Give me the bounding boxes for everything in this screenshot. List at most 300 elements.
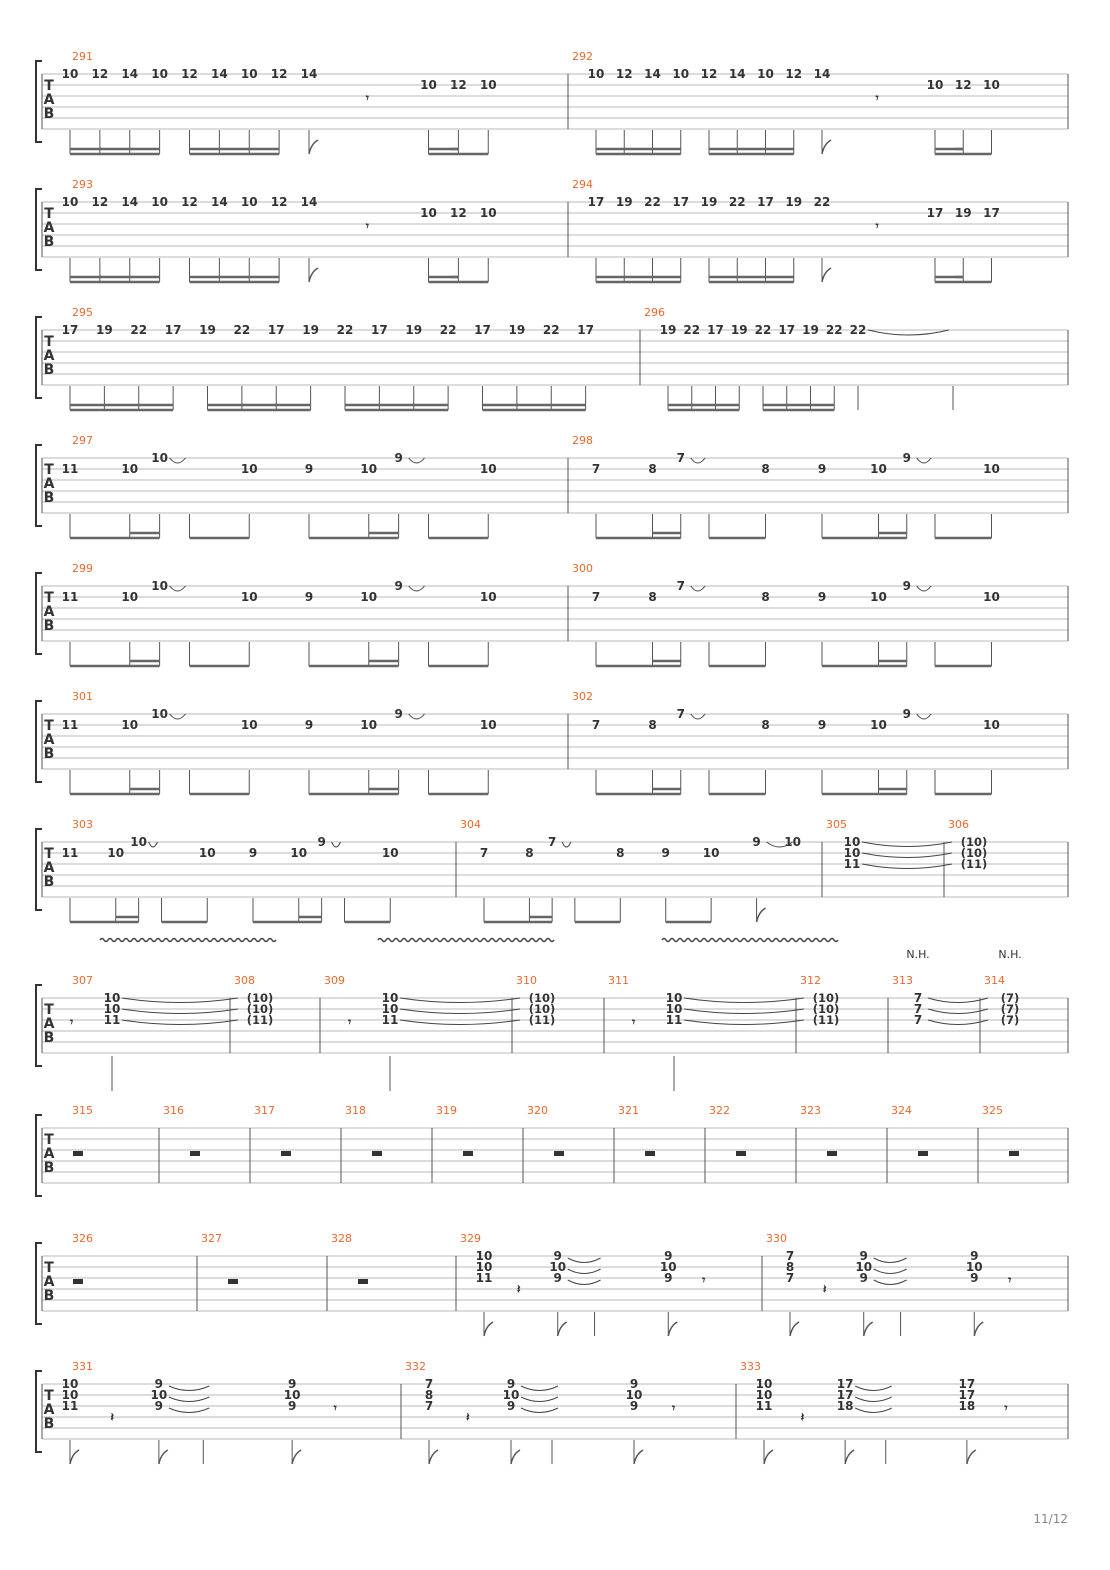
fret-number: 7 xyxy=(479,846,489,860)
system-bracket xyxy=(36,1243,42,1324)
fret-number: 9 xyxy=(859,1271,868,1285)
tab-system xyxy=(36,939,1068,1092)
fret-number: 10 xyxy=(151,67,168,81)
fret-number: 17 xyxy=(61,323,79,337)
fret-number: 14 xyxy=(211,67,228,81)
fret-number: 12 xyxy=(270,67,288,81)
whole-rest xyxy=(1009,1151,1019,1156)
whole-rest xyxy=(228,1279,238,1284)
fret-number: 7 xyxy=(676,451,685,465)
system-bracket xyxy=(36,61,42,142)
fret-number: 8 xyxy=(648,718,657,732)
eighth-rest: 𝄾 xyxy=(70,1015,74,1029)
tie-arc xyxy=(400,1009,520,1014)
fret-number: 10 xyxy=(360,718,378,732)
whole-rest xyxy=(73,1151,83,1156)
fret-number: 17 xyxy=(778,323,796,337)
tab-system xyxy=(36,434,1068,538)
eighth-flag xyxy=(764,1450,773,1464)
fret-number: 7 xyxy=(424,1377,434,1391)
whole-rest xyxy=(463,1151,473,1156)
tie-arc xyxy=(568,1258,601,1263)
system-bracket xyxy=(36,445,42,526)
fret-number: (11) xyxy=(960,857,988,871)
measure-number: 321 xyxy=(618,1104,639,1117)
tie-arc xyxy=(928,1020,988,1025)
tab-system xyxy=(36,50,1068,154)
tab-system xyxy=(36,1360,1068,1464)
fret-number: 10 xyxy=(755,1377,773,1391)
tab-clef-letter: T xyxy=(44,1260,54,1276)
fret-number: 10 xyxy=(983,590,1000,604)
fret-number: 8 xyxy=(616,846,625,860)
system-bracket xyxy=(36,701,42,782)
fret-number: (10) xyxy=(246,991,274,1005)
tab-clef-letter: A xyxy=(43,732,55,748)
measure-number: 318 xyxy=(345,1104,366,1117)
measure-number: 314 xyxy=(984,974,1005,987)
fret-number: 9 xyxy=(664,1271,673,1285)
measure-number: 309 xyxy=(324,974,345,987)
fret-number: 10 xyxy=(479,206,497,220)
fret-number: 10 xyxy=(479,590,497,604)
fret-number: 22 xyxy=(439,323,457,337)
fret-number: 10 xyxy=(665,991,683,1005)
fret-number: 10 xyxy=(870,590,887,604)
fret-number: 10 xyxy=(103,991,121,1005)
fret-number: 14 xyxy=(121,67,139,81)
fret-number: (7) xyxy=(1000,991,1020,1005)
measure-number: 328 xyxy=(331,1232,352,1245)
fret-number: 14 xyxy=(644,67,661,81)
tab-clef-letter: T xyxy=(44,1002,54,1018)
fret-number: 22 xyxy=(728,195,746,209)
fret-number: 12 xyxy=(450,206,467,220)
eighth-flag xyxy=(790,1322,799,1336)
measure-number: 297 xyxy=(72,434,93,447)
fret-number: 7 xyxy=(913,991,923,1005)
tie-arc xyxy=(400,998,520,1003)
fret-number: 8 xyxy=(785,1260,795,1274)
fret-number: 17 xyxy=(958,1388,976,1402)
fret-number: 14 xyxy=(300,195,318,209)
measure-number: 312 xyxy=(800,974,821,987)
eighth-flag xyxy=(292,1450,301,1464)
fret-number: (10) xyxy=(528,1002,556,1016)
fret-number: 9 xyxy=(817,462,827,476)
tie-arc xyxy=(169,1386,209,1391)
fret-number: 12 xyxy=(91,67,109,81)
measure-number: 329 xyxy=(460,1232,481,1245)
fret-number: 12 xyxy=(700,67,718,81)
fret-number: (10) xyxy=(960,835,988,849)
tab-clef-letter: T xyxy=(44,1388,54,1404)
tab-clef-letter: B xyxy=(43,362,55,378)
eighth-rest: 𝄾 xyxy=(365,91,369,105)
fret-number: 19 xyxy=(954,206,972,220)
fret-number: 8 xyxy=(761,718,770,732)
fret-number: 9 xyxy=(629,1399,639,1413)
fret-number: 22 xyxy=(233,323,251,337)
system-bracket xyxy=(36,1115,42,1196)
fret-number: 19 xyxy=(199,323,216,337)
fret-number: 9 xyxy=(553,1249,562,1263)
tab-clef-letter: A xyxy=(43,92,55,108)
measure-number: 293 xyxy=(72,178,93,191)
whole-rest xyxy=(73,1279,83,1284)
fret-number: 9 xyxy=(859,1249,868,1263)
fret-number: 10 xyxy=(121,462,139,476)
fret-number: 10 xyxy=(121,590,139,604)
eighth-flag xyxy=(845,1450,854,1464)
fret-number: (11) xyxy=(246,1013,274,1027)
fret-number: 19 xyxy=(802,323,819,337)
tab-clef-letter: B xyxy=(43,874,55,890)
fret-number: 12 xyxy=(615,67,633,81)
fret-number: 10 xyxy=(381,991,399,1005)
system-bracket xyxy=(36,189,42,270)
fret-number: 14 xyxy=(728,67,746,81)
eighth-rest: 𝄾 xyxy=(702,1273,706,1287)
fret-number: 9 xyxy=(304,718,314,732)
fret-number: 7 xyxy=(785,1249,795,1263)
system-bracket xyxy=(36,985,42,1066)
page-number: 11/12 xyxy=(1033,1512,1068,1526)
measure-number: 305 xyxy=(826,818,847,831)
fret-number: 9 xyxy=(817,590,827,604)
measure-number: 324 xyxy=(891,1104,912,1117)
fret-number: 10 xyxy=(240,718,258,732)
fret-number: 7 xyxy=(591,590,601,604)
tie-arc xyxy=(122,1009,238,1014)
fret-number: 9 xyxy=(154,1377,164,1391)
fret-number: 22 xyxy=(542,323,560,337)
tab-clef-letter: B xyxy=(43,618,55,634)
tie-arc xyxy=(691,714,705,719)
harmonic-label: N.H. xyxy=(998,948,1022,961)
tab-clef-letter: T xyxy=(44,1132,54,1148)
fret-number: 10 xyxy=(61,67,79,81)
fret-number: 7 xyxy=(591,462,601,476)
quarter-rest: 𝄽 xyxy=(110,1410,115,1424)
tie-arc xyxy=(855,1386,892,1391)
fret-number: 22 xyxy=(644,195,661,209)
tab-clef-letter: A xyxy=(43,348,55,364)
fret-number: 12 xyxy=(181,195,198,209)
fret-number: 7 xyxy=(785,1271,795,1285)
fret-number: 19 xyxy=(700,195,718,209)
tab-clef-letter: T xyxy=(44,846,54,862)
tab-clef-letter: B xyxy=(43,490,55,506)
measure-number: 326 xyxy=(72,1232,93,1245)
whole-rest xyxy=(827,1151,837,1156)
fret-number: 7 xyxy=(913,1013,923,1027)
tie-arc xyxy=(169,1397,209,1402)
fret-number: 10 xyxy=(151,195,168,209)
fret-number: 10 xyxy=(926,78,944,92)
fret-number: 22 xyxy=(130,323,148,337)
measure-number: 307 xyxy=(72,974,93,987)
fret-number: 10 xyxy=(420,206,437,220)
fret-number: 17 xyxy=(577,323,594,337)
tie-arc xyxy=(928,1009,988,1014)
fret-number: 12 xyxy=(181,67,198,81)
eighth-flag xyxy=(822,140,831,154)
measure-number: 302 xyxy=(572,690,593,703)
fret-number: 11 xyxy=(475,1271,493,1285)
tie-arc xyxy=(862,853,952,858)
fret-number: 11 xyxy=(103,1013,121,1027)
fret-number: 17 xyxy=(672,195,690,209)
fret-number: 7 xyxy=(591,718,601,732)
tie-arc xyxy=(568,1280,601,1285)
eighth-flag xyxy=(511,1450,520,1464)
eighth-rest: 𝄾 xyxy=(875,91,879,105)
measure-number: 299 xyxy=(72,562,93,575)
measure-number: 313 xyxy=(892,974,913,987)
fret-number: 17 xyxy=(926,206,944,220)
tab-clef-letter: A xyxy=(43,1402,55,1418)
tab-system xyxy=(36,818,1068,922)
measure-number: 315 xyxy=(72,1104,93,1117)
tab-clef-letter: A xyxy=(43,1016,55,1032)
fret-number: 9 xyxy=(506,1399,516,1413)
fret-number: 10 xyxy=(198,846,216,860)
fret-number: 10 xyxy=(755,1388,773,1402)
tab-clef-letter: B xyxy=(43,1288,55,1304)
whole-rest xyxy=(358,1279,368,1284)
fret-number: 10 xyxy=(381,846,399,860)
eighth-flag xyxy=(309,140,318,154)
tie-arc xyxy=(400,1020,520,1025)
measure-number: 308 xyxy=(234,974,255,987)
fret-number: 10 xyxy=(965,1260,983,1274)
fret-number: 9 xyxy=(394,451,403,465)
fret-number: 17 xyxy=(587,195,605,209)
tie-arc xyxy=(122,1020,238,1025)
fret-number: 10 xyxy=(625,1388,643,1402)
fret-number: 22 xyxy=(754,323,772,337)
tab-clef-letter: A xyxy=(43,860,55,876)
quarter-rest: 𝄽 xyxy=(800,1410,805,1424)
tie-arc xyxy=(149,842,158,847)
fret-number: 10 xyxy=(240,590,258,604)
whole-rest xyxy=(281,1151,291,1156)
tie-arc xyxy=(874,1280,907,1285)
tie-arc xyxy=(170,458,186,463)
tab-clef-letter: T xyxy=(44,590,54,606)
fret-number: 9 xyxy=(629,1377,639,1391)
vibrato-line xyxy=(662,939,838,942)
eighth-flag xyxy=(974,1322,983,1336)
fret-number: 19 xyxy=(785,195,803,209)
measure-number: 295 xyxy=(72,306,93,319)
fret-number: 19 xyxy=(405,323,423,337)
fret-number: 22 xyxy=(336,323,354,337)
tab-clef-letter: A xyxy=(43,604,55,620)
fret-number: 10 xyxy=(702,846,720,860)
fret-number: 19 xyxy=(508,323,526,337)
eighth-rest: 𝄾 xyxy=(365,219,369,233)
fret-number: 10 xyxy=(420,78,437,92)
tie-arc xyxy=(862,864,952,869)
tab-clef-letter: A xyxy=(43,476,55,492)
fret-number: 17 xyxy=(958,1377,976,1391)
tie-arc xyxy=(917,586,931,591)
tie-arc xyxy=(568,1269,601,1274)
fret-number: 9 xyxy=(304,590,314,604)
fret-number: 8 xyxy=(525,846,534,860)
tie-arc xyxy=(562,842,571,847)
measure-number: 304 xyxy=(460,818,481,831)
fret-number: 14 xyxy=(813,67,831,81)
fret-number: 18 xyxy=(958,1399,976,1413)
whole-rest xyxy=(190,1151,200,1156)
system-bracket xyxy=(36,1371,42,1452)
fret-number: 9 xyxy=(970,1271,979,1285)
fret-number: 8 xyxy=(761,462,770,476)
fret-number: 12 xyxy=(954,78,972,92)
fret-number: 12 xyxy=(91,195,109,209)
eighth-rest: 𝄾 xyxy=(875,219,879,233)
tie-arc xyxy=(332,842,341,847)
fret-number: 10 xyxy=(381,1002,399,1016)
measure-number: 296 xyxy=(644,306,665,319)
eighth-rest: 𝄾 xyxy=(1008,1273,1012,1287)
fret-number: 11 xyxy=(61,590,79,604)
fret-number: 10 xyxy=(151,451,168,465)
whole-rest xyxy=(736,1151,746,1156)
tie-arc xyxy=(122,998,238,1003)
fret-number: 11 xyxy=(843,857,861,871)
fret-number: 9 xyxy=(817,718,827,732)
eighth-flag xyxy=(967,1450,976,1464)
tab-clef-letter: T xyxy=(44,78,54,94)
measure-number: 292 xyxy=(572,50,593,63)
fret-number: 19 xyxy=(730,323,748,337)
tie-arc xyxy=(691,458,705,463)
fret-number: (11) xyxy=(528,1013,556,1027)
fret-number: 9 xyxy=(506,1377,516,1391)
eighth-rest: 𝄾 xyxy=(333,1401,337,1415)
fret-number: 10 xyxy=(587,67,605,81)
measure-number: 294 xyxy=(572,178,593,191)
eighth-flag xyxy=(484,1322,493,1336)
tab-clef-letter: B xyxy=(43,1030,55,1046)
fret-number: (10) xyxy=(812,991,840,1005)
tie-arc xyxy=(409,458,425,463)
fret-number: 10 xyxy=(151,579,168,593)
eighth-flag xyxy=(757,908,766,922)
fret-number: 10 xyxy=(103,1002,121,1016)
whole-rest xyxy=(554,1151,564,1156)
measure-number: 298 xyxy=(572,434,593,447)
fret-number: 17 xyxy=(836,1388,854,1402)
tab-system xyxy=(36,690,1068,794)
eighth-flag xyxy=(70,1450,79,1464)
fret-number: 10 xyxy=(283,1388,301,1402)
fret-number: 9 xyxy=(304,462,314,476)
tie-arc xyxy=(917,714,931,719)
fret-number: 10 xyxy=(843,846,861,860)
tie-arc xyxy=(855,1408,892,1413)
fret-number: 10 xyxy=(757,67,774,81)
fret-number: 9 xyxy=(902,451,911,465)
tie-arc xyxy=(521,1386,558,1391)
fret-number: 18 xyxy=(836,1399,854,1413)
whole-rest xyxy=(918,1151,928,1156)
tie-arc xyxy=(684,998,804,1003)
fret-number: 19 xyxy=(302,323,319,337)
eighth-flag xyxy=(822,268,831,282)
tab-clef-letter: B xyxy=(43,1160,55,1176)
fret-number: 14 xyxy=(300,67,318,81)
fret-number: 10 xyxy=(475,1249,493,1263)
tab-system xyxy=(36,1104,1068,1196)
tab-clef-letter: B xyxy=(43,1416,55,1432)
fret-number: 10 xyxy=(659,1260,677,1274)
tab-clef-letter: A xyxy=(43,220,55,236)
fret-number: 10 xyxy=(61,195,79,209)
fret-number: 19 xyxy=(96,323,113,337)
fret-number: 9 xyxy=(902,579,911,593)
fret-number: 10 xyxy=(121,718,139,732)
eighth-flag xyxy=(429,1450,438,1464)
measure-number: 319 xyxy=(436,1104,457,1117)
measure-number: 303 xyxy=(72,818,93,831)
harmonic-label: N.H. xyxy=(906,948,930,961)
fret-number: 9 xyxy=(394,579,403,593)
tie-arc xyxy=(862,842,952,847)
fret-number: 17 xyxy=(267,323,285,337)
tie-arc xyxy=(409,714,425,719)
tab-clef-letter: T xyxy=(44,462,54,478)
eighth-flag xyxy=(634,1450,643,1464)
fret-number: (10) xyxy=(528,991,556,1005)
fret-number: 9 xyxy=(970,1249,979,1263)
fret-number: (11) xyxy=(812,1013,840,1027)
fret-number: 22 xyxy=(813,195,831,209)
fret-number: 19 xyxy=(659,323,677,337)
tab-clef-letter: A xyxy=(43,1274,55,1290)
fret-number: 17 xyxy=(474,323,491,337)
tab-clef-letter: T xyxy=(44,206,54,222)
fret-number: 10 xyxy=(784,835,801,849)
system-bracket xyxy=(36,317,42,398)
fret-number: 8 xyxy=(761,590,770,604)
fret-number: 10 xyxy=(240,195,258,209)
tie-arc xyxy=(684,1009,804,1014)
tie-arc xyxy=(169,1408,209,1413)
fret-number: 11 xyxy=(61,462,79,476)
fret-number: 10 xyxy=(479,718,497,732)
whole-rest xyxy=(372,1151,382,1156)
fret-number: 12 xyxy=(270,195,288,209)
eighth-flag xyxy=(558,1322,567,1336)
tab-clef-letter: B xyxy=(43,746,55,762)
measure-number: 317 xyxy=(254,1104,275,1117)
fret-number: 7 xyxy=(547,835,557,849)
tie-arc xyxy=(874,1258,907,1263)
tie-arc xyxy=(409,586,425,591)
eighth-flag xyxy=(309,268,318,282)
fret-number: 17 xyxy=(836,1377,854,1391)
fret-number: (10) xyxy=(960,846,988,860)
fret-number: 10 xyxy=(549,1260,567,1274)
fret-number: 9 xyxy=(154,1399,164,1413)
fret-number: 9 xyxy=(553,1271,562,1285)
fret-number: 10 xyxy=(107,846,125,860)
